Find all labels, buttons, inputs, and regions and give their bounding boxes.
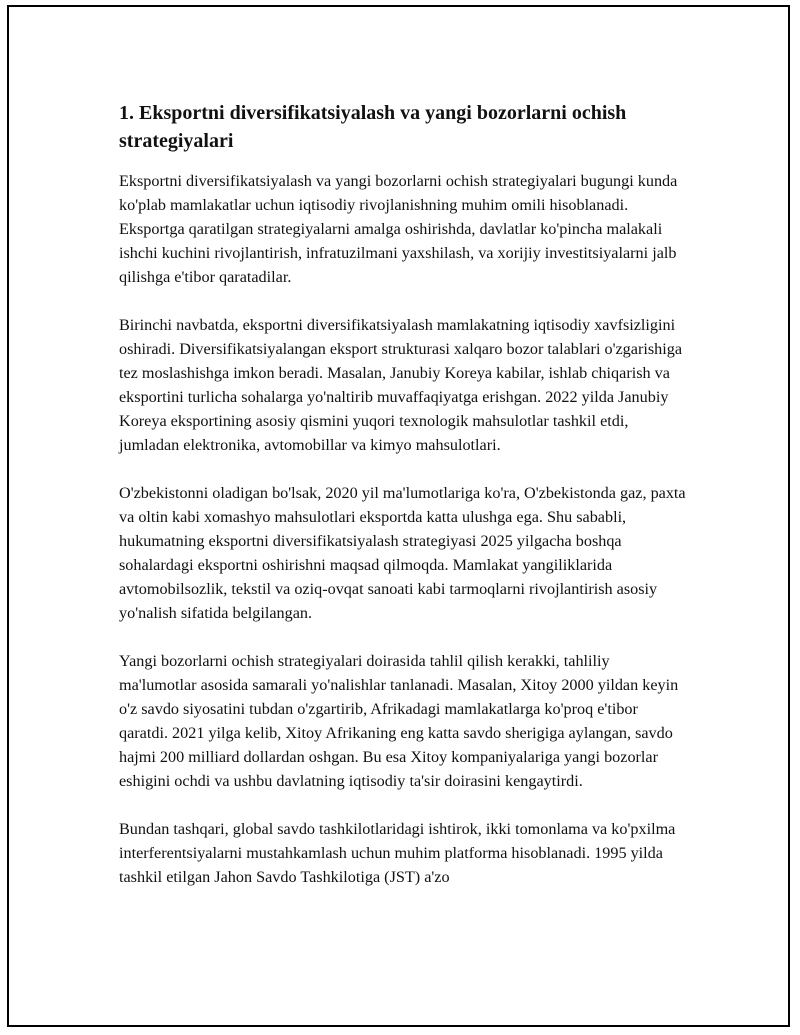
paragraph-5: Bundan tashqari, global savdo tashkilotlaridagi ishtirok, ikki tomonlama va ko'pxilma interferentsiyalarni mustahkamlash uchun muhim platforma hisoblanadi. 1995 yilda tashkil etilgan Jahon Savdo Tashkilotiga (JST) a'zo [119,820,676,886]
document-body [119,99,689,913]
paragraph-3: O'zbekistonni oladigan bo'lsak, 2020 yil ma'lumotlariga ko'ra, O'zbekistonda gaz, paxta va oltin kabi xomashyo mahsulotlari eksportda katta ulushga ega. Shu sababli, hukumatning eksportni diversifikatsiyalash strategiyasi 2025 yilgacha boshqa sohalardagi eksportni oshirishni maqsad qilmoqda. Mamlakat yangiliklarida avtomobilsozlik, tekstil va oziq-ovqat sanoati kabi tarmoqlarni rivojlantirish asosiy yo'nalish sifatida belgilangan. [119,484,686,622]
paragraph-1: Eksportni diversifikatsiyalash va yangi bozorlarni ochish strategiyalari bugungi kunda ko'plab mamlakatlar uchun iqtisodiy rivojlanishning muhim omili hisoblanadi. Eksportga qaratilgan strategiyalarni amalga oshirishda, davlatlar ko'pincha malakali ishchi kuchini rivojlantirish, infratuzilmani yaxshilash, va xorijiy investitsiyalarni jalb qilishga e'tibor qaratadilar. [119,172,678,286]
section-heading: 1. Eksportni diversifikatsiyalash va yangi bozorlarni ochish strategiyalari [119,102,627,152]
paragraph-4: Yangi bozorlarni ochish strategiyalari doirasida tahlil qilish kerakki, tahliliy ma'lumotlar asosida samarali yo'nalishlar tanlanadi. Masalan, Xitoy 2000 yildan keyin o'z savdo siyosatini tubdan o'zgartirib, Afrikadagi mamlakatlarga ko'proq e'tibor qaratdi. 2021 yilga kelib, Xitoy Afrikaning eng katta savdo sherigiga aylangan, savdo hajmi 200 milliard dollardan oshgan. Bu esa Xitoy kompaniyalariga yangi bozorlar eshigini ochdi va ushbu davlatning iqtisodiy ta'sir doirasini kengaytirdi. [119,652,679,790]
page-frame [7,5,790,1027]
paragraph-2: Birinchi navbatda, eksportni diversifikatsiyalash mamlakatning iqtisodiy xavfsizligini oshiradi. Diversifikatsiyalangan eksport strukturasi xalqaro bozor talablari o'zgarishiga tez moslashishga imkon beradi. Masalan, Janubiy Koreya kabilar, ishlab chiqarish va eksportini turlicha sohalarga yo'naltirib muvaffaqiyatga erishgan. 2022 yilda Janubiy Koreya eksportining asosiy qismini yuqori texnologik mahsulotlar tashkil etdi, jumladan elektronika, avtomobillar va kimyo mahsulotlari. [119,316,683,454]
